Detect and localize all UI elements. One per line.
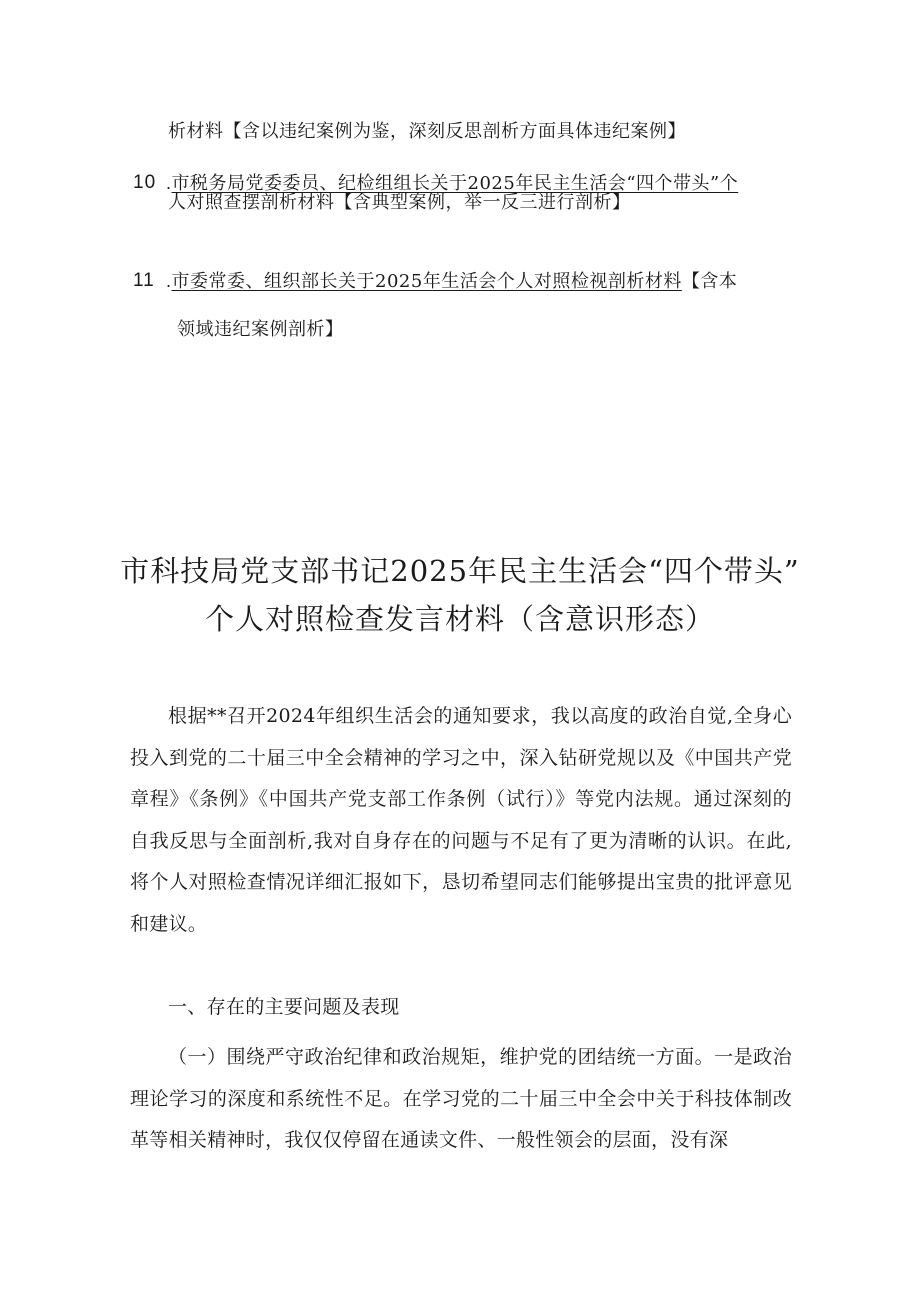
toc-item-10-continuation: 人对照查摆剖析材料【含典型案例，举一反三进行剖析】: [168, 192, 631, 213]
toc-item-10-number: 10: [133, 172, 157, 193]
toc-item-11-suffix: 【含本: [681, 271, 738, 292]
toc-item-11-line1: [166, 269, 737, 294]
document-title-line2: 个人对照检查发言材料（含意识形态）: [204, 602, 715, 636]
toc-item-10-dot: .: [166, 173, 172, 193]
document-title-line1: 市科技局党支部书记2025年民主生活会“四个带头”: [120, 554, 800, 588]
subsection-1-paragraph: （一）围绕严守政治纪律和政治规矩，维护党的团结统一方面。一是政治理论学习的深度和系统性不足。在学习党的二十届三中全会中关于科技体制改革等相关精神时，我仅仅停留在通读文件、一般性领会的层面，没有深: [130, 1046, 792, 1151]
toc-item-11-dot: .: [166, 271, 172, 291]
toc-item-11-link[interactable]: 市委常委、组织部长关于2025年生活会个人对照检视剖析材料: [171, 271, 682, 292]
toc-item-11-number: 11: [133, 270, 155, 291]
toc-item-11-line2: [177, 318, 344, 342]
toc-item-10-line2: [168, 191, 631, 215]
toc-item-10-link[interactable]: 市税务局党委委员、纪检组组长关于2025年民主生活会“四个带头”个: [171, 173, 739, 194]
toc-item-9-continuation: [168, 120, 686, 144]
section-1-heading: 一、存在的主要问题及表现: [168, 996, 400, 1018]
toc-item-11-continuation: 领域违纪案例剖析】: [177, 319, 344, 340]
toc-item-9-text: 析材料【含以违纪案例为鉴，深刻反思剖析方面具体违纪案例】: [168, 121, 686, 142]
intro-paragraph: 根据**召开2024年组织生活会的通知要求，我以高度的政治自觉,全身心投入到党的二十届三中全会精神的学习之中，深入钻研党规以及《中国共产党章程》《条例》《中国共产党支部工作条例（试行）》等党内法规。通过深刻的自我反思与全面剖析,我对自身存在的问题与不足有了更为清晰的认识。在此,将个人对照检查情况详细汇报如下，恳切希望同志们能够提出宝贵的批评意见和建议。: [130, 705, 792, 935]
